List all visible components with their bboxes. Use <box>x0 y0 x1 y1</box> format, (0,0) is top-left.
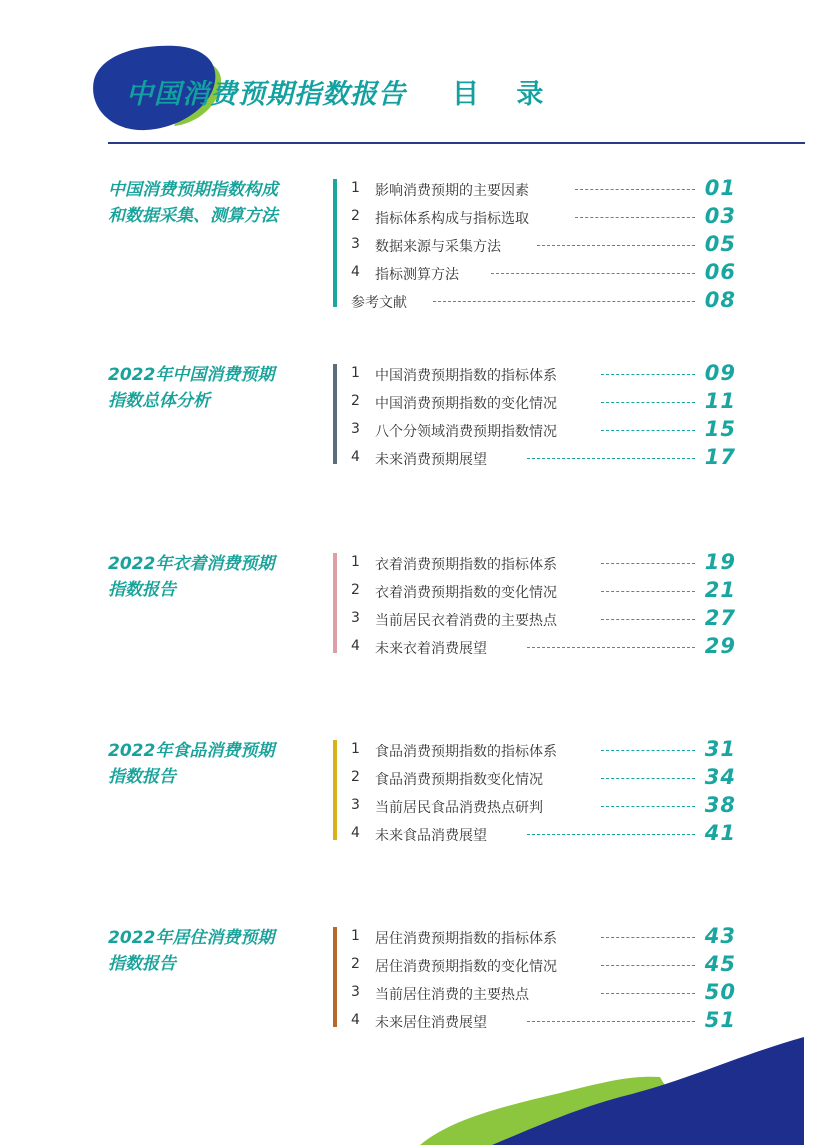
entry-page-number: 03 <box>704 204 736 228</box>
entry-page-number: 09 <box>704 361 736 385</box>
dotted-leader <box>601 937 695 938</box>
section-accent-bar <box>333 740 337 840</box>
entry-page-number: 06 <box>704 260 736 284</box>
toc-entry[interactable] <box>351 953 741 981</box>
dotted-leader <box>601 965 695 966</box>
entry-title: 未来食品消费展望 <box>375 825 497 845</box>
dotted-leader <box>527 647 695 648</box>
section-accent-bar <box>333 553 337 653</box>
toc-heading: 目 录 <box>452 79 558 110</box>
dotted-leader <box>601 430 695 431</box>
toc-entry[interactable] <box>351 822 741 850</box>
toc-entry-references[interactable] <box>351 289 741 317</box>
entry-title: 八个分领域消费预期指数情况 <box>375 421 567 441</box>
entry-title: 食品消费预期指数的指标体系 <box>375 741 567 761</box>
footer-wave-graphic <box>0 1015 816 1145</box>
toc-entry[interactable] <box>351 205 741 233</box>
toc-entry[interactable] <box>351 177 741 205</box>
section-title: 2022年食品消费预期 指数报告 <box>108 741 275 787</box>
toc-entry[interactable] <box>351 794 741 822</box>
toc-entry[interactable] <box>351 925 741 953</box>
entry-page-number: 45 <box>704 952 736 976</box>
entry-title: 衣着消费预期指数的变化情况 <box>375 582 567 602</box>
entry-title: 居住消费预期指数的指标体系 <box>375 928 567 948</box>
section-title: 2022年衣着消费预期 指数报告 <box>108 554 275 600</box>
entry-title: 未来消费预期展望 <box>375 449 497 469</box>
entry-page-number: 34 <box>704 765 736 789</box>
entry-number: 4 <box>351 1012 360 1028</box>
dotted-leader <box>601 591 695 592</box>
header-divider <box>108 142 805 144</box>
entry-number: 3 <box>351 610 360 626</box>
section-accent-bar <box>333 927 337 1027</box>
section-accent-bar <box>333 364 337 464</box>
toc-entry[interactable] <box>351 362 741 390</box>
entry-number: 2 <box>351 393 360 409</box>
entry-title: 指标体系构成与指标选取 <box>375 208 539 228</box>
entry-page-number: 50 <box>704 980 736 1004</box>
entry-title: 中国消费预期指数的变化情况 <box>375 393 567 413</box>
entry-title: 居住消费预期指数的变化情况 <box>375 956 567 976</box>
entry-number: 3 <box>351 421 360 437</box>
dotted-leader <box>601 806 695 807</box>
entry-title: 当前居民衣着消费的主要热点 <box>375 610 567 630</box>
dotted-leader <box>575 189 695 190</box>
dotted-leader <box>537 245 695 246</box>
entry-number: 4 <box>351 264 360 280</box>
entry-title: 衣着消费预期指数的指标体系 <box>375 554 567 574</box>
entry-title: 指标测算方法 <box>375 264 469 284</box>
entry-number: 1 <box>351 554 360 570</box>
toc-entry[interactable] <box>351 418 741 446</box>
entry-number: 2 <box>351 582 360 598</box>
entry-number: 3 <box>351 797 360 813</box>
toc-entry[interactable] <box>351 261 741 289</box>
entry-number: 3 <box>351 984 360 1000</box>
dotted-leader <box>601 750 695 751</box>
toc-entry[interactable] <box>351 551 741 579</box>
entry-title: 食品消费预期指数变化情况 <box>375 769 553 789</box>
section-title: 2022年居住消费预期 指数报告 <box>108 928 275 974</box>
dotted-leader <box>575 217 695 218</box>
entry-page-number: 31 <box>704 737 736 761</box>
entry-number: 3 <box>351 236 360 252</box>
entry-title: 当前居民食品消费热点研判 <box>375 797 553 817</box>
dotted-leader <box>601 778 695 779</box>
entry-number: 4 <box>351 638 360 654</box>
entry-number: 4 <box>351 449 360 465</box>
dotted-leader <box>433 301 695 302</box>
entry-page-number: 29 <box>704 634 736 658</box>
footer-navy-wave <box>492 1037 804 1145</box>
dotted-leader <box>601 374 695 375</box>
toc-entry[interactable] <box>351 390 741 418</box>
dotted-leader <box>491 273 695 274</box>
entry-page-number: 19 <box>704 550 736 574</box>
entry-title: 中国消费预期指数的指标体系 <box>375 365 567 385</box>
entry-page-number: 11 <box>704 389 736 413</box>
entry-title: 影响消费预期的主要因素 <box>375 180 539 200</box>
entry-number: 1 <box>351 180 360 196</box>
dotted-leader <box>527 458 695 459</box>
entry-number: 2 <box>351 956 360 972</box>
dotted-leader <box>527 834 695 835</box>
entry-number: 1 <box>351 928 360 944</box>
entry-title: 数据来源与采集方法 <box>375 236 511 256</box>
toc-entry[interactable] <box>351 738 741 766</box>
section-title: 2022年中国消费预期 指数总体分析 <box>108 365 275 411</box>
toc-entry[interactable] <box>351 766 741 794</box>
entry-page-number: 05 <box>704 232 736 256</box>
dotted-leader <box>601 619 695 620</box>
toc-entry[interactable] <box>351 635 741 663</box>
entry-number: 1 <box>351 741 360 757</box>
entry-page-number: 27 <box>704 606 736 630</box>
toc-entry[interactable] <box>351 607 741 635</box>
section-title: 中国消费预期指数构成 和数据采集、测算方法 <box>108 180 278 226</box>
toc-entry[interactable] <box>351 579 741 607</box>
entry-title: 当前居住消费的主要热点 <box>375 984 539 1004</box>
entry-page-number: 15 <box>704 417 736 441</box>
toc-entry[interactable] <box>351 233 741 261</box>
entry-title: 未来衣着消费展望 <box>375 638 497 658</box>
entry-number: 4 <box>351 825 360 841</box>
entry-page-number: 43 <box>704 924 736 948</box>
entry-number: 2 <box>351 769 360 785</box>
entry-page-number: 21 <box>704 578 736 602</box>
section-accent-bar <box>333 179 337 307</box>
entry-title: 未来居住消费展望 <box>375 1012 497 1032</box>
entry-page-number: 17 <box>704 445 736 469</box>
dotted-leader <box>601 563 695 564</box>
entry-number: 1 <box>351 365 360 381</box>
entry-page-number: 38 <box>704 793 736 817</box>
entry-number: 2 <box>351 208 360 224</box>
dotted-leader <box>601 402 695 403</box>
dotted-leader <box>601 993 695 994</box>
entry-title: 参考文献 <box>351 292 417 312</box>
toc-entry[interactable] <box>351 446 741 474</box>
entry-page-number: 08 <box>704 288 736 312</box>
entry-page-number: 01 <box>704 176 736 200</box>
entry-page-number: 51 <box>704 1008 736 1032</box>
entry-page-number: 41 <box>704 821 736 845</box>
report-title: 中国消费预期指数报告 <box>126 79 406 110</box>
toc-entry[interactable] <box>351 981 741 1009</box>
